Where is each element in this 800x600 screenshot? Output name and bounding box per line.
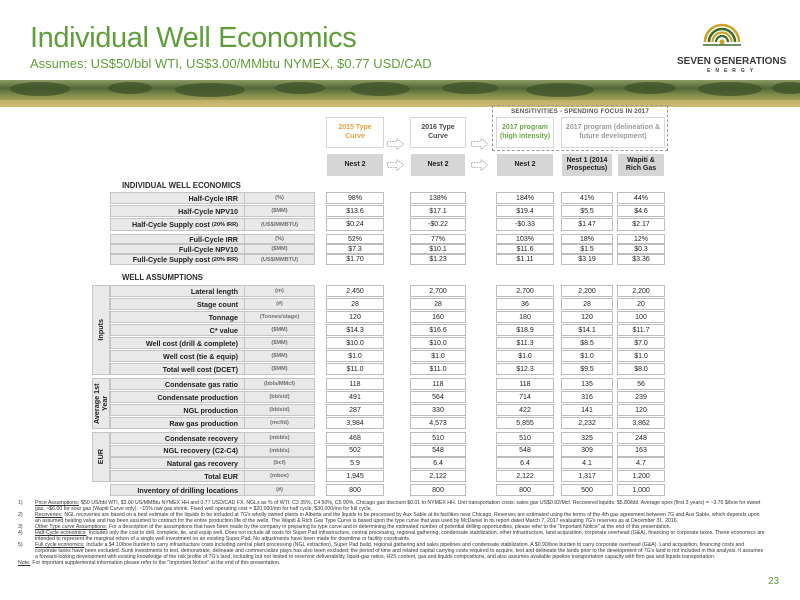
row-value-3: 118 <box>496 378 554 390</box>
row-value-4: $14.1 <box>561 324 613 336</box>
row-value-1: 120 <box>326 311 384 323</box>
row-value-2: 800 <box>410 484 466 496</box>
group-label-average-1st-year <box>92 378 110 429</box>
row-label-note: (20% IRR) <box>211 256 238 263</box>
row-value-4: 120 <box>561 311 613 323</box>
row-value-5: $3.36 <box>617 254 665 265</box>
row-label-text: Well cost (drill & complete) <box>145 338 238 348</box>
row-value-5: $0.3 <box>617 244 665 254</box>
row-value-2: 564 <box>410 391 466 403</box>
row-value-3: 2,122 <box>496 470 554 482</box>
footnote-number: 3) <box>18 524 23 530</box>
nest-label-5 <box>617 153 665 177</box>
row-value-4: $5.5 <box>561 205 613 217</box>
row-unit: (mboe) <box>245 470 315 482</box>
footnote-text: $50 US/bbl WTI, $3.00 US/MMBtu NYMEX HH and 0.77 USD/CAD FX. NGLs as % of WTI: C3 35%, C4 50%, C5 90%. Chicago gas discount $0.01 to NYMEX HH. Unit transportation costs: sales gas US$0.92/Mcf. Recovered liquids: $5.80/bbl. Average opex (first 3 years) = ~3.70 $/boe for sweet gas, ~$6.00 for sour gas (Wapiti Curve only). ~15% raw gas shrink. Fixed well operating cost = $20,000/mo for half cycle, $30,000/mo for full cycle. <box>35 500 761 512</box>
row-value-3: $1.0 <box>496 350 554 362</box>
column-header-2017-program-delineation-future-development <box>561 117 665 148</box>
row-value-1: 28 <box>326 298 384 310</box>
row-label-text: Stage count <box>196 299 238 309</box>
row-value-5: 239 <box>617 391 665 403</box>
row-value-5: 12% <box>617 234 665 244</box>
footnote-text: NGL recoveries are based on a best estimate of the liquids to be included at 7G's wholly owned plants in Alberta and the liquids to be processed by Aux Sable at its facilities near Chicago. Reserves are estimated using the terms of the 4th gas agreement between 7G and Aux Sable, which depends upon an assumed heating value and has been assumed to contract for the entire production life of the wells. The Wapiti & Rich Gas Type Curve is based upon the type curve that was used by McDaniel in its report dated March 7, 2017 evaluating 7G's reserves as at December 31, 2016. <box>35 512 760 524</box>
row-label-text: Half-Cycle NPV10 <box>178 206 238 216</box>
row-value-5: 120 <box>617 404 665 416</box>
footnote-note <box>18 560 766 566</box>
row-label-text: Tonnage <box>208 312 238 322</box>
row-value-3: $18.9 <box>496 324 554 336</box>
row-value-2: $16.6 <box>410 324 466 336</box>
footnote-number: 5) <box>18 542 23 548</box>
row-value-5: $7.0 <box>617 337 665 349</box>
row-value-2: 2,122 <box>410 470 466 482</box>
footnote-text: For a description of the assumptions that have been made by the company in preparing its type curve and in determining the estimated number of potential drilling opportunities, please refer to the "Important Notice" at the end of this presentation. <box>109 524 671 530</box>
row-value-3: $11.6 <box>496 244 554 254</box>
row-value-2: 510 <box>410 432 466 444</box>
row-value-3: 180 <box>496 311 554 323</box>
footnote-lead: Other Type curve Assumptions: <box>35 524 107 530</box>
column-header-2017-program-high-intensity <box>496 117 554 148</box>
column-header-2016-type-curve <box>410 117 466 148</box>
row-label <box>110 432 245 444</box>
sensitivities-title: SENSITIVITIES - SPENDING FOCUS IN 2017 <box>510 108 650 115</box>
right-arrow-icon <box>387 138 404 150</box>
row-value-5: 3,862 <box>617 417 665 429</box>
row-unit: (mbbls) <box>245 432 315 444</box>
row-value-2: 77% <box>410 234 466 244</box>
row-unit: (US$/MMBTU) <box>245 254 315 265</box>
row-label-text: NGL recovery (C2-C4) <box>163 446 238 456</box>
row-unit: (mbbls) <box>245 445 315 457</box>
group-label-inputs <box>92 285 110 375</box>
row-unit: (bbls/d) <box>245 404 315 416</box>
row-label-text: Inventory of drilling locations <box>137 485 238 495</box>
row-value-4: 309 <box>561 445 613 457</box>
row-value-4: $1.0 <box>561 350 613 362</box>
row-value-3: $12.3 <box>496 363 554 375</box>
row-label-text: Total EUR <box>204 471 238 481</box>
row-value-1: 502 <box>326 445 384 457</box>
row-value-2: $11.0 <box>410 363 466 375</box>
logo-tagline: ENERGY <box>707 68 759 74</box>
row-label <box>110 391 245 403</box>
row-value-2: 4,573 <box>410 417 466 429</box>
footnotes <box>18 500 766 566</box>
row-unit: (#) <box>245 484 315 496</box>
row-value-4: 500 <box>561 484 613 496</box>
row-label-text: Total well cost (DCET) <box>162 364 238 374</box>
row-value-4: 2,200 <box>561 285 613 297</box>
row-label-text: Full-Cycle IRR <box>189 234 238 244</box>
nest-label-2 <box>410 153 466 177</box>
row-value-5: 100 <box>617 311 665 323</box>
row-value-1: 5.9 <box>326 457 384 469</box>
nest-label-text: Nest 1 (2014 Prospectus) <box>566 156 608 172</box>
row-unit: (%) <box>245 234 315 244</box>
row-label <box>110 363 245 375</box>
row-value-1: 287 <box>326 404 384 416</box>
page-subtitle: Assumes: US$50/bbl WTI, US$3.00/MMbtu NYMEX, $0.77 USD/CAD <box>30 56 432 71</box>
row-value-3: 422 <box>496 404 554 416</box>
group-label-text: Inputs <box>96 319 105 341</box>
row-value-2: 330 <box>410 404 466 416</box>
row-label-text: C* value <box>209 325 238 335</box>
row-value-3: 5,855 <box>496 417 554 429</box>
nest-label-text: Nest 2 <box>427 160 449 168</box>
row-label-text: Full-Cycle Supply cost <box>132 255 210 264</box>
row-value-1: $0.24 <box>326 218 384 231</box>
row-unit: ($MM) <box>245 205 315 217</box>
row-value-4: 4.1 <box>561 457 613 469</box>
row-value-2: 160 <box>410 311 466 323</box>
row-value-4: 316 <box>561 391 613 403</box>
column-header-text: 2015 Type Curve <box>338 124 372 140</box>
row-value-4: $3.19 <box>561 254 613 265</box>
row-label-text: Raw gas production <box>169 418 238 428</box>
row-value-1: $7.3 <box>326 244 384 254</box>
row-unit: ($MM) <box>245 350 315 362</box>
row-label <box>110 244 245 254</box>
row-label-note: (20% IRR) <box>211 221 238 228</box>
row-value-2: 6.4 <box>410 457 466 469</box>
row-value-5: 56 <box>617 378 665 390</box>
row-value-5: 248 <box>617 432 665 444</box>
row-value-5: 1,200 <box>617 470 665 482</box>
row-unit: (bcf) <box>245 457 315 469</box>
row-value-2: $1.0 <box>410 350 466 362</box>
row-value-4: $9.5 <box>561 363 613 375</box>
row-value-3: 103% <box>496 234 554 244</box>
row-label-text: Half-Cycle Supply cost <box>132 220 210 229</box>
row-label <box>110 311 245 323</box>
logo-wordmark: SEVEN GENERATIONS <box>677 56 787 67</box>
row-label <box>110 445 245 457</box>
footnote-2 <box>18 512 766 524</box>
footnote-body <box>35 530 766 542</box>
row-value-3: -$0.33 <box>496 218 554 231</box>
row-unit: (Tonnes/stage) <box>245 311 315 323</box>
assumptions-section-title: WELL ASSUMPTIONS <box>122 273 204 282</box>
row-value-5: $4.6 <box>617 205 665 217</box>
row-label <box>110 457 245 469</box>
row-value-3: $19.4 <box>496 205 554 217</box>
nest-label-1 <box>326 153 384 177</box>
row-value-1: 118 <box>326 378 384 390</box>
row-unit: ($MM) <box>245 324 315 336</box>
row-value-1: 800 <box>326 484 384 496</box>
nest-label-3 <box>496 153 554 177</box>
row-label <box>110 417 245 429</box>
row-value-1: $1.70 <box>326 254 384 265</box>
row-value-2: $10.1 <box>410 244 466 254</box>
row-value-4: 41% <box>561 192 613 204</box>
row-label-text: Condensate production <box>157 392 238 402</box>
column-header-2015-type-curve <box>326 117 384 148</box>
nest-label-text: Wapiti & Rich Gas <box>625 156 657 172</box>
row-value-5: 20 <box>617 298 665 310</box>
row-value-5: $11.7 <box>617 324 665 336</box>
column-header-text: 2017 program (delineation & future development) <box>565 124 661 140</box>
row-value-4: $1.5 <box>561 244 613 254</box>
row-unit: (%) <box>245 192 315 204</box>
right-arrow-icon <box>471 159 488 171</box>
row-unit: (bbls/MMcf) <box>245 378 315 390</box>
row-label-text: Natural gas recovery <box>166 458 238 468</box>
row-unit: (#) <box>245 298 315 310</box>
row-unit: (US$/MMBTU) <box>245 218 315 231</box>
nest-label-text: Nest 2 <box>344 160 366 168</box>
row-value-4: $1.47 <box>561 218 613 231</box>
nest-label-4 <box>561 153 613 177</box>
row-unit: (bbls/d) <box>245 391 315 403</box>
row-value-1: $11.0 <box>326 363 384 375</box>
footnote-1 <box>18 500 766 512</box>
row-value-2: 548 <box>410 445 466 457</box>
row-label <box>110 470 245 482</box>
row-value-5: $1.0 <box>617 350 665 362</box>
row-value-3: 510 <box>496 432 554 444</box>
row-label <box>110 254 245 265</box>
row-value-3: 36 <box>496 298 554 310</box>
row-label-text: Condensate recovery <box>164 433 238 443</box>
footnote-5 <box>18 542 766 560</box>
row-value-2: 28 <box>410 298 466 310</box>
economics-section-title: INDIVIDUAL WELL ECONOMICS <box>122 181 241 190</box>
row-label <box>110 324 245 336</box>
footnote-number: 2) <box>18 512 23 518</box>
row-label-text: Condensate gas ratio <box>164 379 238 389</box>
row-value-5: 4.7 <box>617 457 665 469</box>
footnote-body <box>35 512 766 524</box>
row-value-1: $10.0 <box>326 337 384 349</box>
row-value-5: $2.17 <box>617 218 665 231</box>
row-label <box>110 484 245 496</box>
row-label-text: Well cost (tie & equip) <box>163 351 238 361</box>
page-title: Individual Well Economics <box>30 22 357 54</box>
row-label-text: NGL production <box>183 405 238 415</box>
row-label <box>110 205 245 217</box>
row-value-1: 3,984 <box>326 417 384 429</box>
right-arrow-icon <box>387 159 404 171</box>
footnote-lead: Full cycle economics: <box>35 542 85 548</box>
footnote-body <box>35 500 766 512</box>
row-value-2: 138% <box>410 192 466 204</box>
row-label <box>110 218 245 231</box>
row-value-4: $8.5 <box>561 337 613 349</box>
row-value-4: 2,232 <box>561 417 613 429</box>
row-value-4: 18% <box>561 234 613 244</box>
footnote-number: 4) <box>18 530 23 536</box>
row-label-text: Half-Cycle IRR <box>188 193 238 203</box>
row-label <box>110 404 245 416</box>
row-value-4: 325 <box>561 432 613 444</box>
footnote-4 <box>18 530 766 542</box>
row-value-3: 184% <box>496 192 554 204</box>
group-label-eur <box>92 432 110 482</box>
right-arrow-icon <box>471 138 488 150</box>
row-value-1: 491 <box>326 391 384 403</box>
row-value-2: $10.0 <box>410 337 466 349</box>
footnote-number: 1) <box>18 500 23 506</box>
row-label-text: Lateral length <box>190 286 238 296</box>
row-value-1: 2,450 <box>326 285 384 297</box>
row-value-1: 1,945 <box>326 470 384 482</box>
group-label-text: Average 1st Year <box>92 383 109 424</box>
row-label <box>110 350 245 362</box>
group-label-text: EUR <box>96 449 105 465</box>
row-label <box>110 192 245 204</box>
row-value-3: 6.4 <box>496 457 554 469</box>
row-unit: ($MM) <box>245 337 315 349</box>
row-label <box>110 378 245 390</box>
row-unit: (m) <box>245 285 315 297</box>
row-label <box>110 298 245 310</box>
row-value-3: 2,700 <box>496 285 554 297</box>
row-value-1: $14.3 <box>326 324 384 336</box>
footnote-lead: Recoveries: <box>35 512 63 518</box>
column-header-text: 2016 Type Curve <box>421 124 455 140</box>
row-value-3: 800 <box>496 484 554 496</box>
row-value-5: $8.0 <box>617 363 665 375</box>
row-value-5: 2,200 <box>617 285 665 297</box>
row-value-2: 118 <box>410 378 466 390</box>
row-label <box>110 337 245 349</box>
row-value-4: 141 <box>561 404 613 416</box>
row-label <box>110 234 245 244</box>
row-value-1: $13.6 <box>326 205 384 217</box>
row-value-3: 714 <box>496 391 554 403</box>
footnote-lead: Price Assumptions: <box>35 500 80 506</box>
column-header-text: 2017 program (high intensity) <box>499 124 551 140</box>
row-value-2: $1.23 <box>410 254 466 265</box>
row-value-5: 163 <box>617 445 665 457</box>
page-number: 23 <box>768 576 780 587</box>
footnote-body <box>35 542 766 560</box>
row-value-4: 135 <box>561 378 613 390</box>
row-value-3: $1.11 <box>496 254 554 265</box>
row-unit: ($MM) <box>245 363 315 375</box>
row-value-4: 1,317 <box>561 470 613 482</box>
row-value-2: $17.1 <box>410 205 466 217</box>
row-value-5: 1,000 <box>617 484 665 496</box>
nest-label-text: Nest 2 <box>514 160 536 168</box>
row-value-3: 548 <box>496 445 554 457</box>
row-label <box>110 285 245 297</box>
row-unit: (mcf/d) <box>245 417 315 429</box>
row-value-2: -$0.22 <box>410 218 466 231</box>
row-unit: ($MM) <box>245 244 315 254</box>
row-value-1: 98% <box>326 192 384 204</box>
row-value-5: 44% <box>617 192 665 204</box>
row-value-1: $1.0 <box>326 350 384 362</box>
footnote-lead: Half-Cycle economics: <box>35 530 87 536</box>
row-value-3: $11.3 <box>496 337 554 349</box>
footnote-body <box>18 560 766 566</box>
footnote-text: Includes only the cost to drill, complete, tie, and equip well. Does not include all costs for Super Pad infrastructure, central processing, regional gathering, condensate stabilization, other infrastructure, land acquisition, corporate overhead (G&A), financing or corporate taxes. These economics are intended to represent the marginal return of a single well investment on an existing Super Pad. No adjustments have been made for downtime or facility constraints. <box>35 530 765 542</box>
note-lead: Note: <box>18 560 31 566</box>
row-label-text: Full-Cycle NPV10 <box>178 244 238 254</box>
row-value-2: 2,700 <box>410 285 466 297</box>
row-value-4: 28 <box>561 298 613 310</box>
row-value-1: 468 <box>326 432 384 444</box>
footnote-text: Include a $4.10/boe burden to carry infrastructure costs including central plant processing (NGL extraction), Super Pad build, regional gathering and sales pipelines and condensate stabilization. A $0.90/boe burden to carry corporate overhead (G&A). Land acquisition, financing costs and corporate taxes have been excluded. Sunk investments to test, demonstrate, delineate and commercialize plays has also been excluded; the period of time and related capital carrying costs required to acquire, test and delineate the lands prior to the development of 7G's land is not included in this analysis. It assumes a forward-looking development with existing knowledge of the risk profile of 7G's land, including but not limited to reservoir deliverability, liquid-gas ratios, H2S content, gas and liquids compositions, and also assumes available pipeline transportation capacity with firm gas and liquids transportation. <box>35 542 764 560</box>
note-text: For important supplemental information please refer to the "Important Notice" at the end of this presentation. <box>32 560 281 566</box>
row-value-1: 52% <box>326 234 384 244</box>
